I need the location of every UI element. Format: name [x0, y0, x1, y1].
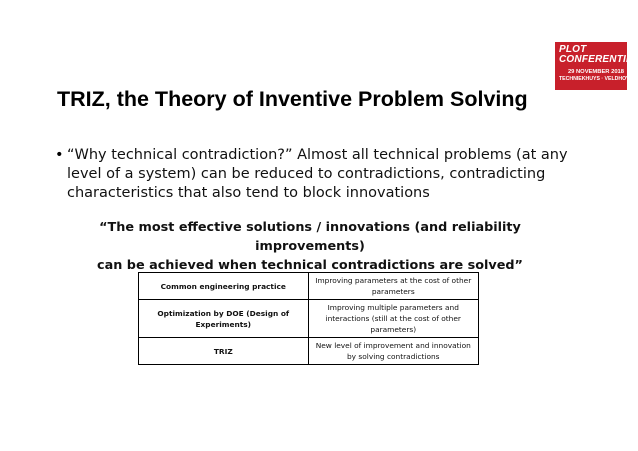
approach-cell: TRIZ	[139, 338, 309, 365]
table-row	[139, 338, 479, 365]
logo-venue: TECHNIEKHUYS · VELDHOVEN	[559, 76, 637, 82]
logo-line-2: CONFERENTIE	[559, 54, 633, 65]
table-row	[139, 273, 479, 300]
table-row	[139, 300, 479, 338]
quote-line-1: “The most effective solutions / innovations (and reliability improvements)	[99, 220, 521, 254]
slide-title: TRIZ, the Theory of Inventive Problem Solving	[57, 87, 528, 111]
bullet-item	[55, 146, 595, 203]
result-cell: New level of improvement and innovation by solving contradictions	[308, 338, 478, 365]
comparison-table	[138, 272, 479, 365]
plot-conferentie-logo	[555, 42, 637, 90]
result-cell: Improving multiple parameters and interactions (still at the cost of other parameters)	[308, 300, 478, 338]
logo-date: 29 NOVEMBER 2018	[567, 69, 624, 75]
quote	[60, 218, 560, 275]
approach-cell: Optimization by DOE (Design of Experiments)	[139, 300, 309, 338]
bullet-icon: •	[55, 147, 64, 163]
result-cell: Improving parameters at the cost of other parameters	[308, 273, 478, 300]
approach-cell: Common engineering practice	[139, 273, 309, 300]
bullet-text: “Why technical contradiction?” Almost all technical problems (at any level of a system) can be reduced to contradictions, contradicting characteristics that also tend to block innovations	[67, 147, 568, 201]
logo-line-1: PLOT	[559, 44, 587, 55]
quote-line-2: can be achieved when technical contradictions are solved”	[97, 258, 523, 273]
